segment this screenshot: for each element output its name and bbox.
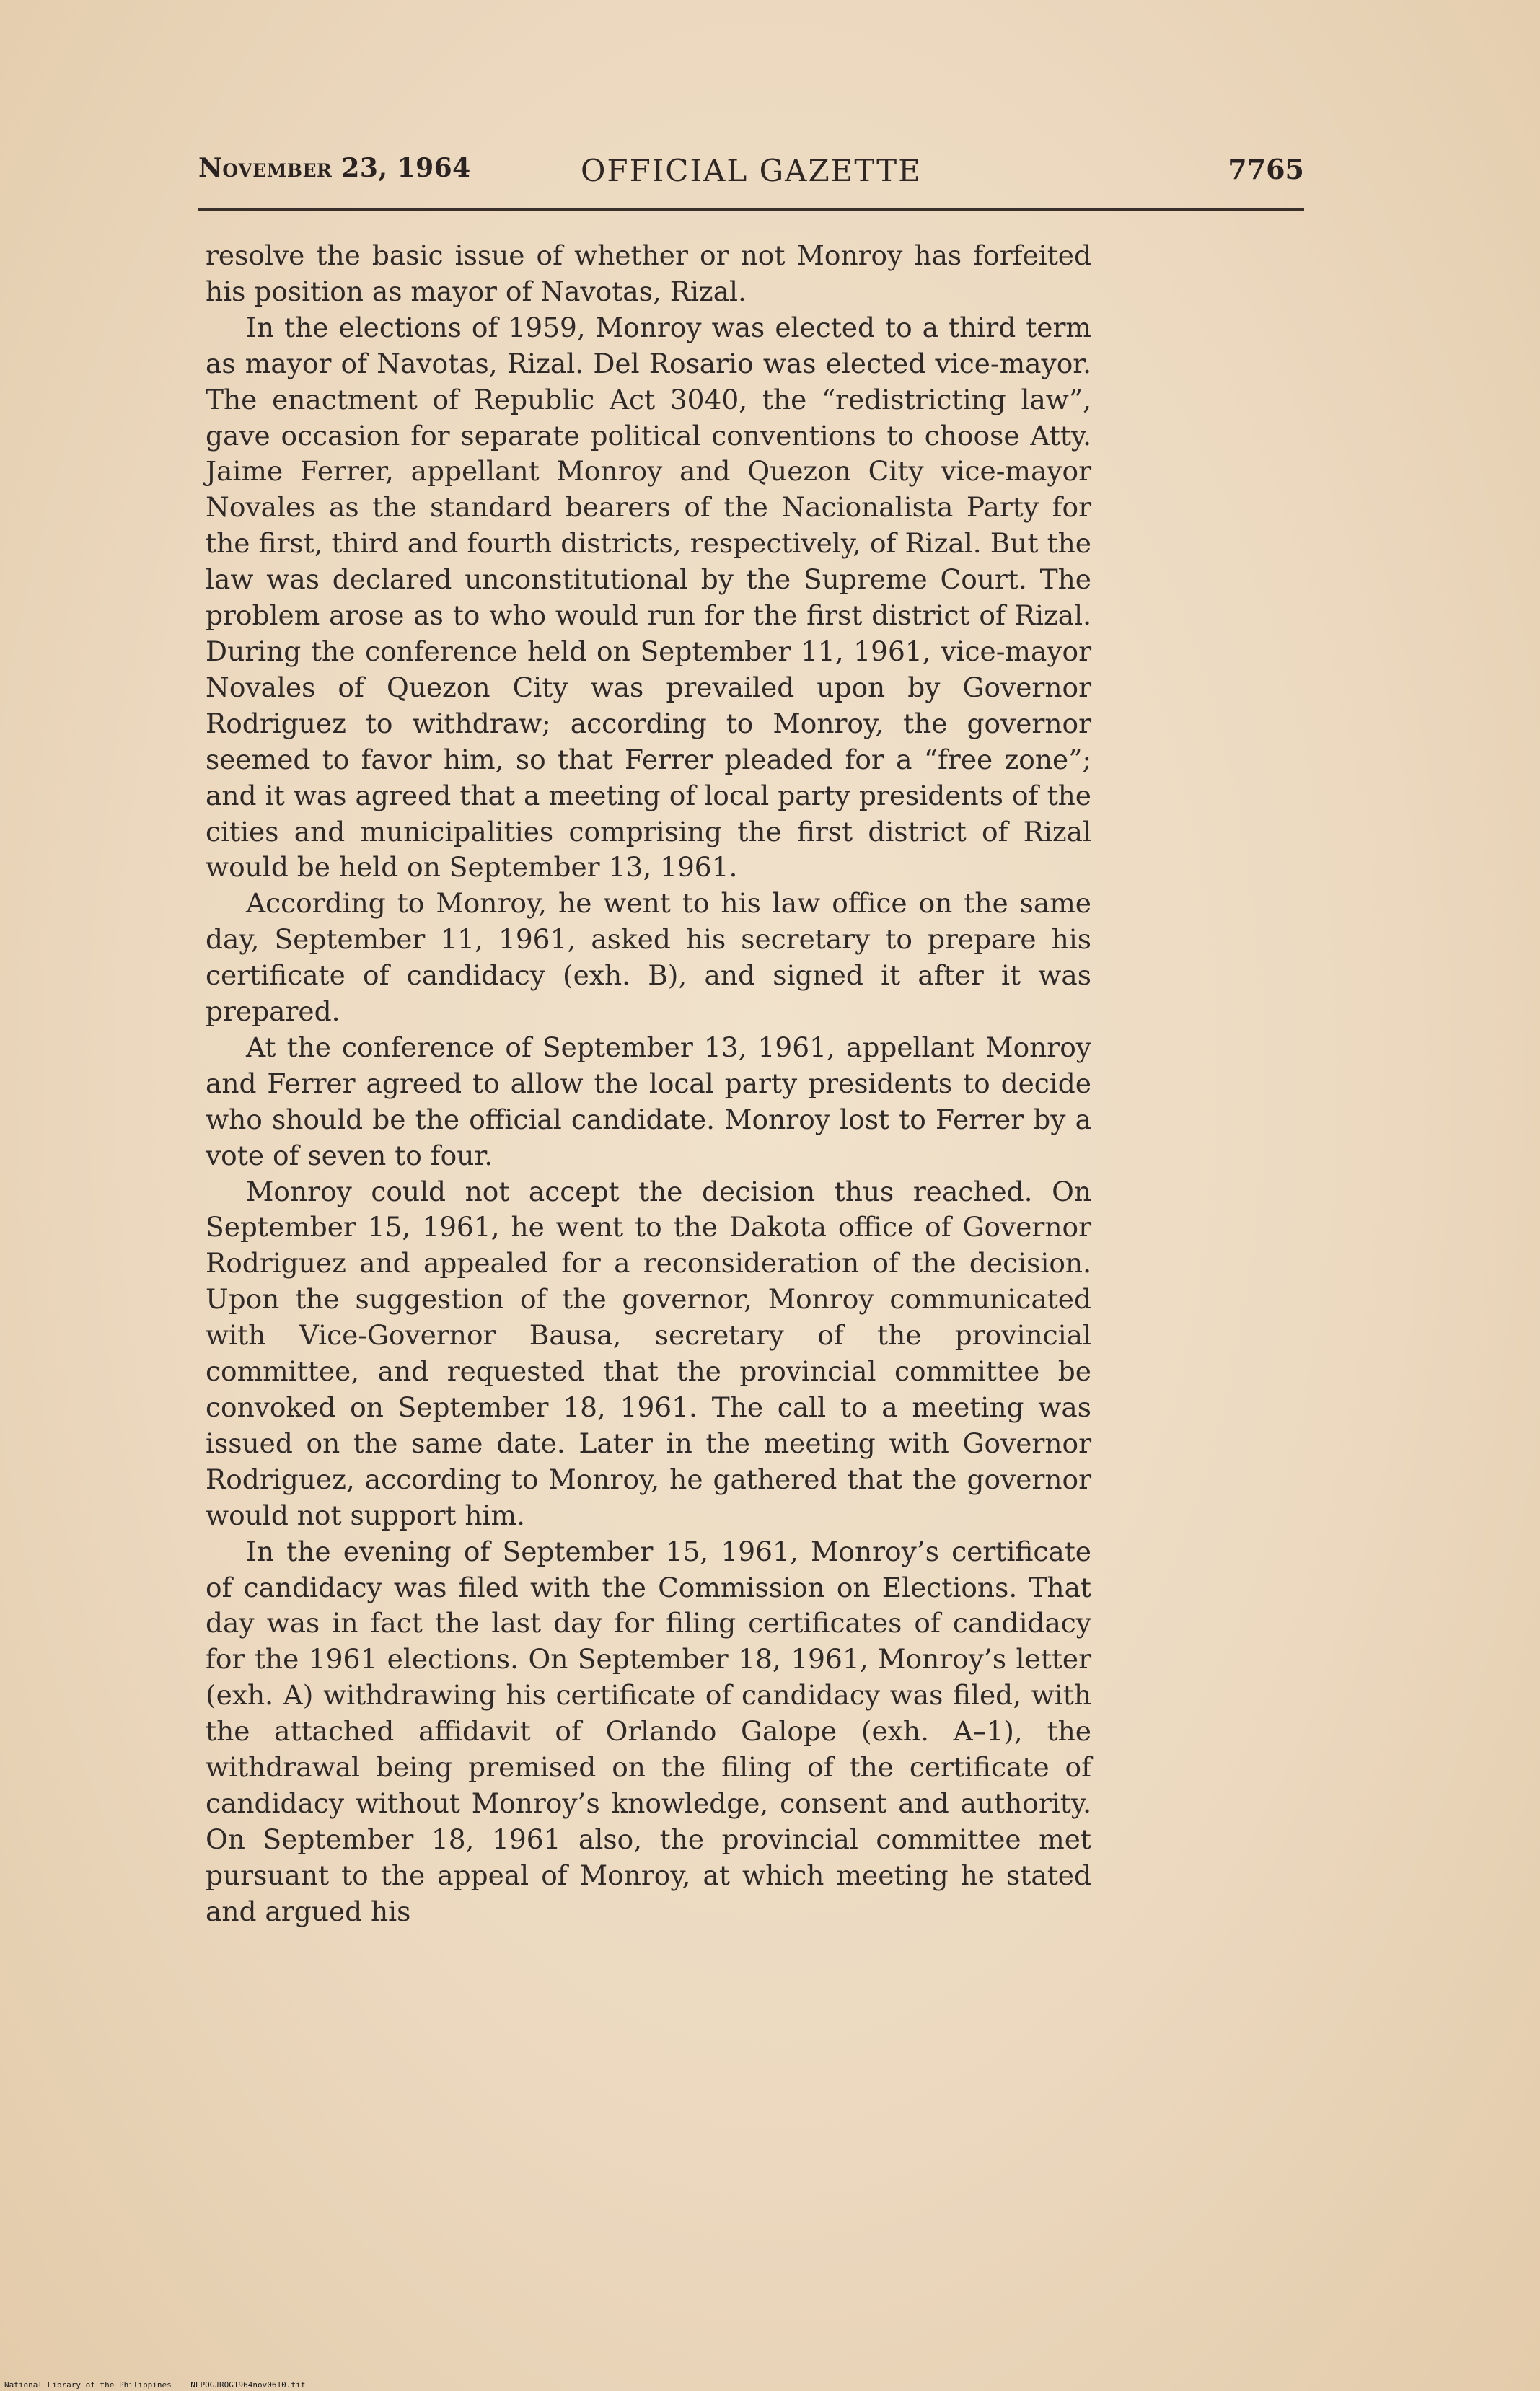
paragraph: Monroy could not accept the decision thus reached. On September 15, 1961, he went to the Dakota office of Governor Rodriguez and appealed for a reconsideration of the decision. Upon the suggestion of the governor, Monroy communicated with Vice-Governor Bausa, secretary of the provincial committee, and requested that the provincial committee be convoked on September 18, 1961. The call to a meeting was issued on the same date. Later in the meeting with Governor Rodriguez, according to Monroy, he gathered that the governor would not support him. [206,1175,1091,1531]
footer-library: National Library of the Philippines [4,2380,172,2390]
paragraph: resolve the basic issue of whether or not Monroy has forfeited his position as mayor of Navotas, Rizal. [206,239,1091,307]
scan-footer [4,2380,305,2390]
page-header [198,153,1304,196]
header-page-number: 7765 [1228,153,1304,185]
footer-filename: NLPOGJROG1964nov0610.tif [190,2380,306,2390]
paragraph: According to Monroy, he went to his law office on the same day, September 11, 1961, asked his secretary to prepare his certificate of candidacy (exh. B), and signed it after it was prepared. [206,887,1091,1028]
paragraph: In the elections of 1959, Monroy was elected to a third term as mayor of Navotas, Rizal. Del Rosario was elected vice-mayor. The enactment of Republic Act 3040, the “redistricting law”, gave occasion for separate political conventions to choose Atty. Jaime Ferrer, appellant Monroy and Quezon City vice-mayor Novales as the standard bearers of the Nacionalista Party for the first, third and fourth districts, respectively, of Rizal. But the law was declared unconstitutional by the Supreme Court. The problem arose as to who would run for the first district of Rizal. During the conference held on September 11, 1961, vice-mayor Novales of Quezon City was prevailed upon by Governor Rodriguez to withdraw; according to Monroy, the governor seemed to favor him, so that Ferrer pleaded for a “free zone”; and it was agreed that a meeting of local party presidents of the cities and municipalities comprising the first district of Rizal would be held on September 13, 1961. [206,311,1091,884]
header-publication-title: OFFICIAL GAZETTE [581,153,922,188]
body-text [206,238,1091,1930]
header-date: November 23, 1964 [198,153,471,183]
header-rule [198,208,1304,211]
paragraph: At the conference of September 13, 1961, appellant Monroy and Ferrer agreed to allow the local party presidents to decide who should be the official candidate. Monroy lost to Ferrer by a vote of seven to four. [206,1031,1091,1171]
paragraph: In the evening of September 15, 1961, Monroy’s certificate of candidacy was filed with the Commission on Elections. That day was in fact the last day for filing certificates of candidacy for the 1961 elections. On September 18, 1961, Monroy’s letter (exh. A) withdrawing his certificate of candidacy was filed, with the attached affidavit of Orlando Galope (exh. A–1), the withdrawal being premised on the filing of the certificate of candidacy without Monroy’s knowledge, consent and authority. On September 18, 1961 also, the provincial committee met pursuant to the appeal of Monroy, at which meeting he stated and argued his [206,1535,1091,1927]
